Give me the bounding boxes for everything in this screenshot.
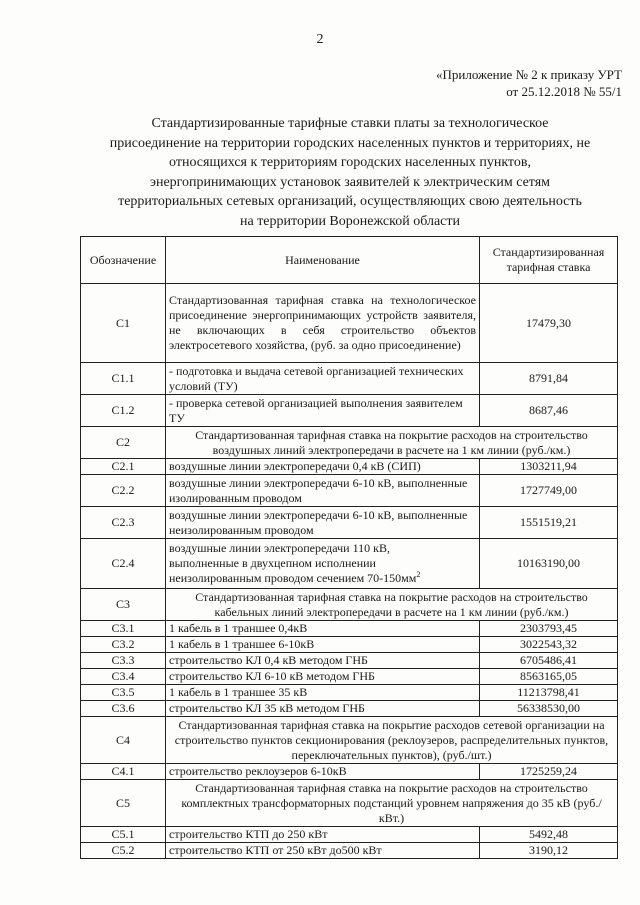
row-rate: 10163190,00: [480, 539, 618, 589]
table-row: [81, 827, 618, 843]
row-name: строительство КТП от 250 кВт до500 кВт: [166, 843, 480, 859]
table-section-row: [81, 427, 618, 459]
appendix-line-1: «Приложение № 2 к приказу УРТ: [436, 67, 622, 82]
row-code: С2: [81, 427, 166, 459]
row-code: С2.3: [81, 507, 166, 539]
row-rate: 2303793,45: [480, 621, 618, 637]
row-name-line: выполненные в двухцепном исполнении: [169, 556, 376, 570]
section-name: Стандартизованная тарифная ставка на покрытие расходов на строительство воздушных линий электропередачи в расчете на 1 км линии (руб./км.): [166, 427, 618, 459]
table-row: [81, 701, 618, 717]
row-name: воздушные линии электропередачи 6-10 кВ, выполненные изолированным проводом: [166, 475, 480, 507]
row-name: строительство КЛ 35 кВ методом ГНБ: [166, 701, 480, 717]
row-rate: 3190,12: [480, 843, 618, 859]
row-rate: 8563165,05: [480, 669, 618, 685]
table-section-row: [81, 780, 618, 827]
row-code: С3: [81, 589, 166, 621]
table-row: [81, 685, 618, 701]
row-rate: 1727749,00: [480, 475, 618, 507]
header-rate: Стандартизированная тарифная ставка: [480, 237, 618, 284]
row-name: 1 кабель в 1 траншее 35 кВ: [166, 685, 480, 701]
table-row: [81, 669, 618, 685]
row-name-line: [169, 571, 476, 586]
page-number: 2: [316, 32, 324, 47]
section-name: Стандартизованная тарифная ставка на покрытие расходов на строительство комплектных трансформаторных подстанций уровнем напряжения до 35 кВ (руб./кВт.): [166, 780, 618, 827]
section-name: Стандартизованная тарифная ставка на покрытие расходов на строительство кабельных линий электропередачи в расчете на 1 км линии (руб./км.): [166, 589, 618, 621]
row-name: - проверка сетевой организацией выполнения заявителем ТУ: [166, 395, 480, 427]
row-name: [166, 539, 480, 589]
appendix-line-2: от 25.12.2018 № 55/1: [506, 84, 622, 99]
row-code: С3.1: [81, 621, 166, 637]
table-header-row: [81, 237, 618, 284]
row-code: С5: [81, 780, 166, 827]
table-row: [81, 653, 618, 669]
table-row: [81, 507, 618, 539]
row-rate: 1551519,21: [480, 507, 618, 539]
row-code: С2.2: [81, 475, 166, 507]
row-rate: 1725259,24: [480, 764, 618, 780]
row-name: - подготовка и выдача сетевой организацией технических условий (ТУ): [166, 363, 480, 395]
table-row: [81, 764, 618, 780]
row-rate: 3022543,32: [480, 637, 618, 653]
title-line-1: Стандартизированные тарифные ставки платы за технологическое: [151, 116, 549, 131]
row-code: С3.5: [81, 685, 166, 701]
title-line-6: на территории Воронежской области: [239, 213, 460, 229]
row-code: С1.2: [81, 395, 166, 427]
table-row: [81, 475, 618, 507]
row-name-line: воздушные линии электропередачи 110 кВ,: [169, 541, 390, 555]
row-name: воздушные линии электропередачи 6-10 кВ, выполненные неизолированным проводом: [166, 507, 480, 539]
table-row: [81, 843, 618, 859]
row-code: С2.1: [81, 459, 166, 475]
row-code: С3.4: [81, 669, 166, 685]
row-name: воздушные линии электропередачи 0,4 кВ (СИП): [166, 459, 480, 475]
table-row: [81, 459, 618, 475]
row-name: 1 кабель в 1 траншее 0,4кВ: [166, 621, 480, 637]
row-name: строительство КЛ 0,4 кВ методом ГНБ: [166, 653, 480, 669]
title-line-3: относящихся к территориям городских населенных пунктов,: [169, 155, 531, 170]
title-line-2: присоединение на территории городских населенных пунктов и территориях, не: [109, 135, 591, 151]
row-rate: 8687,46: [480, 395, 618, 427]
row-rate: 1303211,94: [480, 459, 618, 475]
row-code: С5.2: [81, 843, 166, 859]
row-rate: 5492,48: [480, 827, 618, 843]
row-rate: 17479,30: [480, 284, 618, 363]
row-code: С1: [81, 284, 166, 363]
row-name: строительство КЛ 6-10 кВ методом ГНБ: [166, 669, 480, 685]
row-name: Стандартизованная тарифная ставка на технологическое присоединение энергопринимающих устройств заявителя, не включающих в себя строительство объектов электросетевого хозяйства, (руб. за одно присоединение): [166, 284, 480, 363]
row-rate: 8791,84: [480, 363, 618, 395]
title-line-5: территориальных сетевых организаций, осуществляющих свою деятельность: [118, 194, 582, 209]
row-rate: 56338530,00: [480, 701, 618, 717]
tariff-table: [80, 236, 618, 859]
row-name: строительство реклоузеров 6-10кВ: [166, 764, 480, 780]
row-rate: 11213798,41: [480, 685, 618, 701]
appendix-reference: [436, 66, 622, 100]
title-line-4: энергопринимающих установок заявителей к электрическим сетям: [149, 174, 551, 190]
row-code: С4: [81, 717, 166, 764]
table-row: [81, 284, 618, 363]
table-row: [81, 621, 618, 637]
row-rate: 6705486,41: [480, 653, 618, 669]
row-code: С2.4: [81, 539, 166, 589]
header-name: Наименование: [166, 237, 480, 284]
document-title: [100, 114, 600, 231]
row-code: С4.1: [81, 764, 166, 780]
table-row: [81, 637, 618, 653]
superscript: 2: [416, 570, 421, 579]
row-code: С3.2: [81, 637, 166, 653]
row-name-text: неизолированным проводом сечением 70-150мм: [169, 571, 417, 585]
table-row: [81, 539, 618, 589]
section-name: Стандартизованная тарифная ставка на покрытие расходов сетевой организации на строительство пунктов секционирования (реклоузеров, распределительных пунктов, переключательных пунктов), (руб./шт.): [166, 717, 618, 764]
header-code: Обозначение: [81, 237, 166, 284]
table-row: [81, 363, 618, 395]
row-name: 1 кабель в 1 траншее 6-10кВ: [166, 637, 480, 653]
row-code: С1.1: [81, 363, 166, 395]
row-code: С3.3: [81, 653, 166, 669]
row-code: С3.6: [81, 701, 166, 717]
table-row: [81, 395, 618, 427]
table-section-row: [81, 589, 618, 621]
row-code: С5.1: [81, 827, 166, 843]
row-name: строительство КТП до 250 кВт: [166, 827, 480, 843]
table-section-row: [81, 717, 618, 764]
